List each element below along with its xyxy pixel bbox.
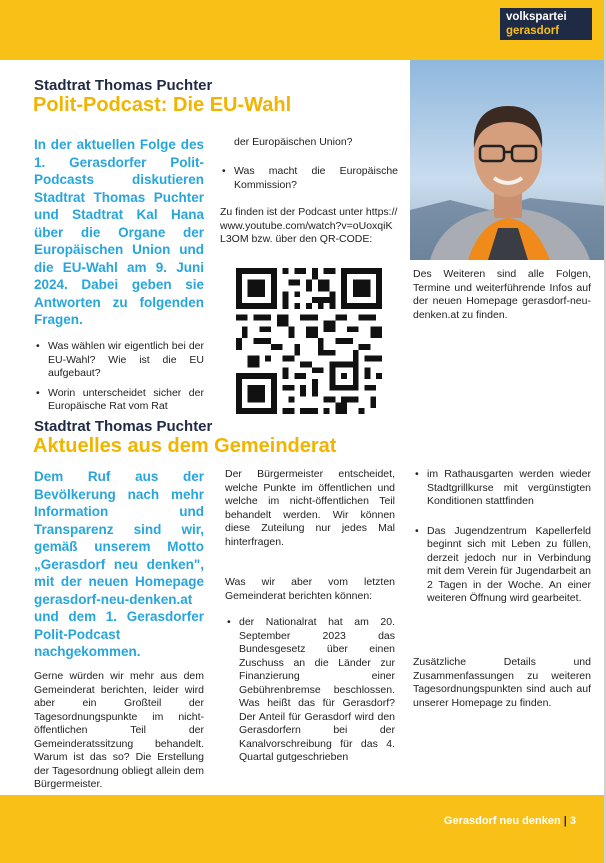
- article1-kicker: Stadtrat Thomas Puchter: [34, 77, 213, 94]
- footer: [444, 815, 576, 827]
- brand-line2: gerasdorf: [506, 25, 560, 37]
- list-item: • Das Jugendzentrum Kapellerfeld beginnt sich mit Leben zu füllen, derzeit jedoch nur in Verbindung mit dem Verein für Jugendarbeit an 2 Tagen in der Woche. An einer weiteren Öffnung wird gearbeitet.: [413, 525, 591, 606]
- article1-bullet-list-2: [220, 165, 398, 198]
- footer-text: Gerasdorf neu denken: [443, 815, 561, 827]
- article1-headline: Polit-Podcast: Die EU-Wahl: [33, 94, 292, 116]
- header-bar: [0, 0, 606, 60]
- article2-kicker: Stadtrat Thomas Puchter: [34, 418, 213, 435]
- podcast-link-text: Zu finden ist der Podcast unter https://www.youtube.com/watch?v=oUoxqiKL3OM bzw. über den QR-CODE:: [220, 206, 398, 245]
- article2-para3: Was wir aber vom letzten Gemeinderat berichten können:: [225, 576, 395, 602]
- article2-para1: Gerne würden wir mehr aus dem Gemeinderat berichten, leider wird aber ein Großteil der Tagesordnungspunkte im nicht-öffentlichen Teil der Gemeinderatssitzung behandelt. Warum ist das so? Die Erstellung der Tagesordnung obliegt allein dem Bürgermeister.: [34, 670, 204, 790]
- article2-bullet-list-2: [225, 616, 395, 771]
- list-item: • Was macht die Europäische Kommission?: [220, 165, 398, 192]
- article1-bullet-list: [34, 340, 204, 414]
- page-number: 3: [569, 815, 576, 827]
- list-item: • Worin unterscheidet sicher der Europäische Rat vom Rat: [34, 387, 204, 414]
- qr-code[interactable]: [236, 268, 382, 414]
- footer-bar: [0, 795, 606, 863]
- portrait-photo: [410, 60, 606, 260]
- more-info-text: Des Weiteren sind alle Folgen, Termine und weiterführende Infos auf der neuen Homepage gerasdorf-neu-denken.at zu finden.: [413, 268, 591, 321]
- article2-para2: Der Bürgermeister entscheidet, welche Punkte im öffentlichen und welche im nicht-öffentlichen Teil behandelt werden. Wir können diese Zuteilung nur jedes Mal hinterfragen.: [225, 468, 395, 548]
- article2-lead: Dem Ruf aus der Bevölkerung nach mehr Information und Transparenz sind wir, gemäß unserem Motto „Gerasdorf neu denken", mit der neuen Homepage gerasdorf-neu-denken.at und dem 1. Gerasdorfer Polit-Podcast nachgekommen.: [34, 469, 204, 659]
- brand-line1: volkspartei: [506, 11, 567, 23]
- footer-separator: |: [563, 815, 567, 827]
- brand-logo: [500, 8, 592, 40]
- article2-para4: Zusätzliche Details und Zusammenfassungen zu weiteren Tagesordnungspunkten sind auch auf unserer Homepage zu finden.: [413, 656, 591, 709]
- article1-bullet-continued: der Europäischen Union?: [234, 136, 353, 148]
- article2-headline: Aktuelles aus dem Gemeinderat: [33, 435, 337, 457]
- article1-lead: In der aktuellen Folge des 1. Gerasdorfer Polit-Podcasts diskutieren Stadtrat Thomas Puchter und Stadtrat Kal Hana über die Organe der Europäischen Union und die EU-Wahl am 9. Juni 2024. Dabei geben sie Antworten zu folgenden Fragen.: [34, 137, 204, 327]
- list-item: • Was wählen wir eigentlich bei der EU-Wahl? Wie ist die EU aufgebaut?: [34, 340, 204, 381]
- list-item: • im Rathausgarten werden wieder Stadtgrillkurse mit vergünstigten Konditionen stattfinden: [413, 468, 591, 509]
- article2-bullet-list-3: [413, 468, 591, 612]
- list-item: • der Nationalrat hat am 20. September 2023 das Bundesgesetz über einen Zuschuss an die Länder zur Finanzierung einer Gebührenbremse beschlossen. Was heißt das für Gerasdorf? Der Anteil für Gerasdorf wird den Gerasdorfern bei der Kanalvorschreibung für das 4. Quartal gutgeschrieben: [225, 616, 395, 765]
